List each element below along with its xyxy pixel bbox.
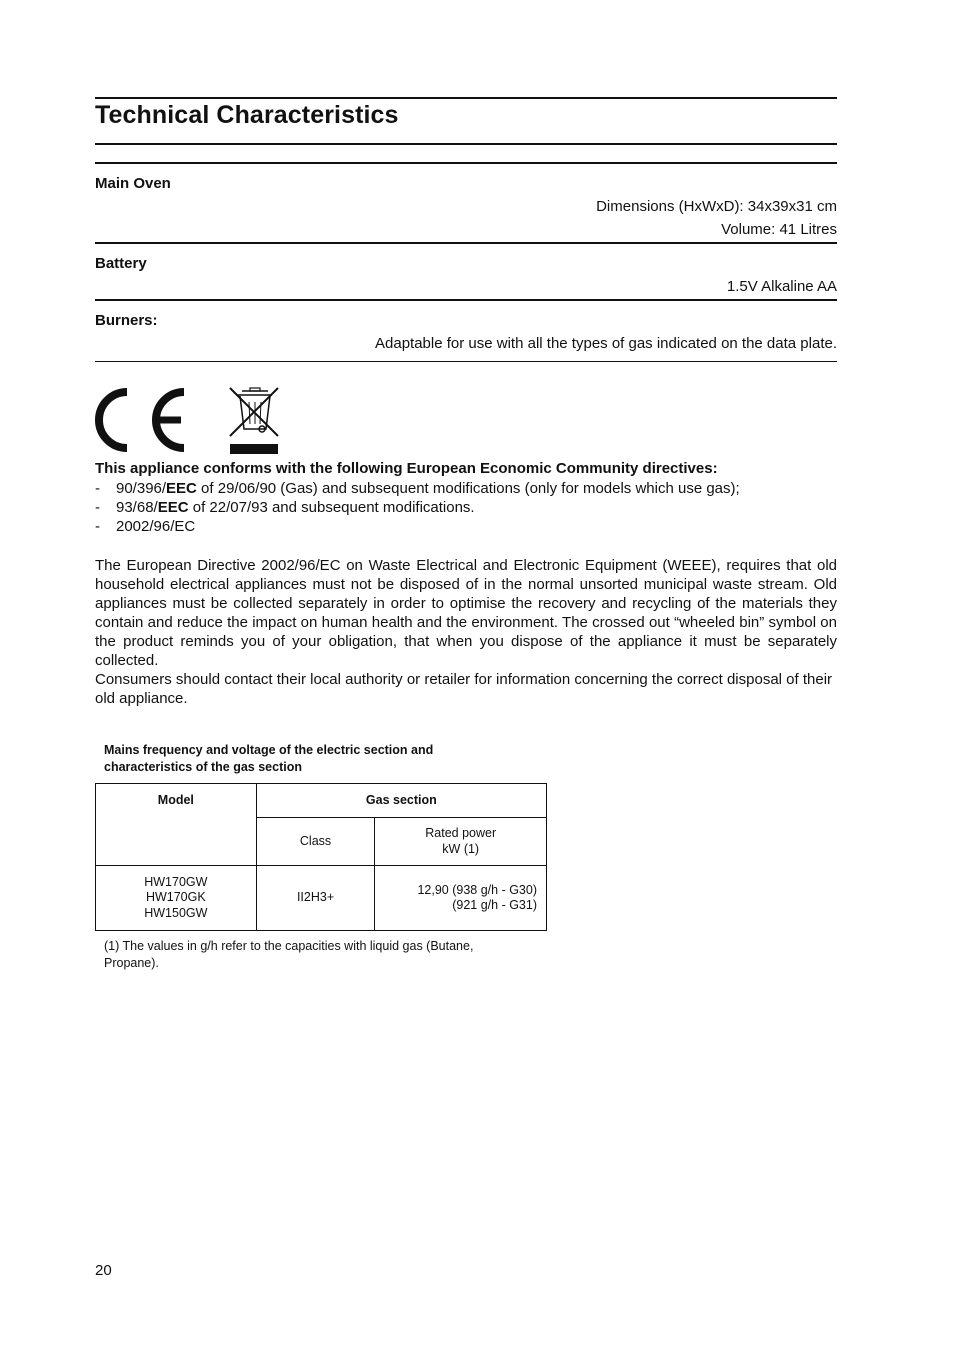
burners-value: Adaptable for use with all the types of gas indicated on the data plate.: [375, 335, 837, 352]
title-bottom-rule: [95, 143, 837, 145]
page-title: Technical Characteristics: [95, 101, 399, 129]
oven-dimensions: Dimensions (HxWxD): 34x39x31 cm: [596, 198, 837, 215]
header-rated-power: Rated power kW (1): [375, 818, 547, 866]
weee-paragraph-1: The European Directive 2002/96/EC on Waste Electrical and Electronic Equipment (WEEE), requires that old household electrical appliances must not be disposed of in the normal unsorted municipal waste stream. Old appliances must be collected separately in order to optimise the recovery and recycling of the materials they contain and reduce the impact on human health and the environment. The crossed out “wheeled bin” symbol on the product reminds you of your obligation, that when you dispose of the appliance it must be separately collected.: [95, 557, 837, 669]
header-model: Model: [96, 784, 257, 866]
oven-volume: Volume: 41 Litres: [721, 221, 837, 238]
burners-label: Burners:: [95, 312, 158, 329]
directive-item: - 2002/96/EC: [95, 518, 196, 535]
divider-battery: [95, 299, 837, 301]
rated-power-value: 12,90 (938 g/h - G30) (921 g/h - G31): [375, 866, 547, 931]
battery-label: Battery: [95, 255, 147, 272]
page-number: 20: [95, 1262, 112, 1279]
ce-mark-icon: [95, 386, 189, 454]
table-row-models: HW170GW HW170GK HW150GW: [96, 866, 257, 931]
directive-item: - 90/396/EEC of 29/06/90 (Gas) and subsequent modifications (only for models which use gas);: [95, 480, 740, 497]
directives-title: This appliance conforms with the following European Economic Community directives:: [95, 460, 718, 477]
weee-text: [95, 556, 837, 708]
crossed-out-wheeled-bin-icon: [228, 386, 280, 456]
directive-item: - 93/68/EEC of 22/07/93 and subsequent modifications.: [95, 499, 475, 516]
gas-section-table: [95, 783, 547, 931]
header-gas-section: Gas section: [256, 784, 546, 818]
header-class: Class: [256, 818, 375, 866]
section-top-rule: [95, 162, 837, 164]
class-value: II2H3+: [256, 866, 375, 931]
main-oven-label: Main Oven: [95, 175, 171, 192]
table-caption: Mains frequency and voltage of the electric section and characteristics of the gas section: [104, 743, 434, 774]
divider-burners: [95, 361, 837, 362]
battery-value: 1.5V Alkaline AA: [726, 278, 837, 295]
directives-list: [95, 479, 740, 536]
top-rule: [95, 97, 837, 99]
divider-oven: [95, 242, 837, 244]
weee-paragraph-2: Consumers should contact their local authority or retailer for information concerning the correct disposal of their old appliance.: [95, 671, 833, 707]
table-footnote: (1) The values in g/h refer to the capacities with liquid gas (Butane, Propane).: [104, 939, 474, 970]
